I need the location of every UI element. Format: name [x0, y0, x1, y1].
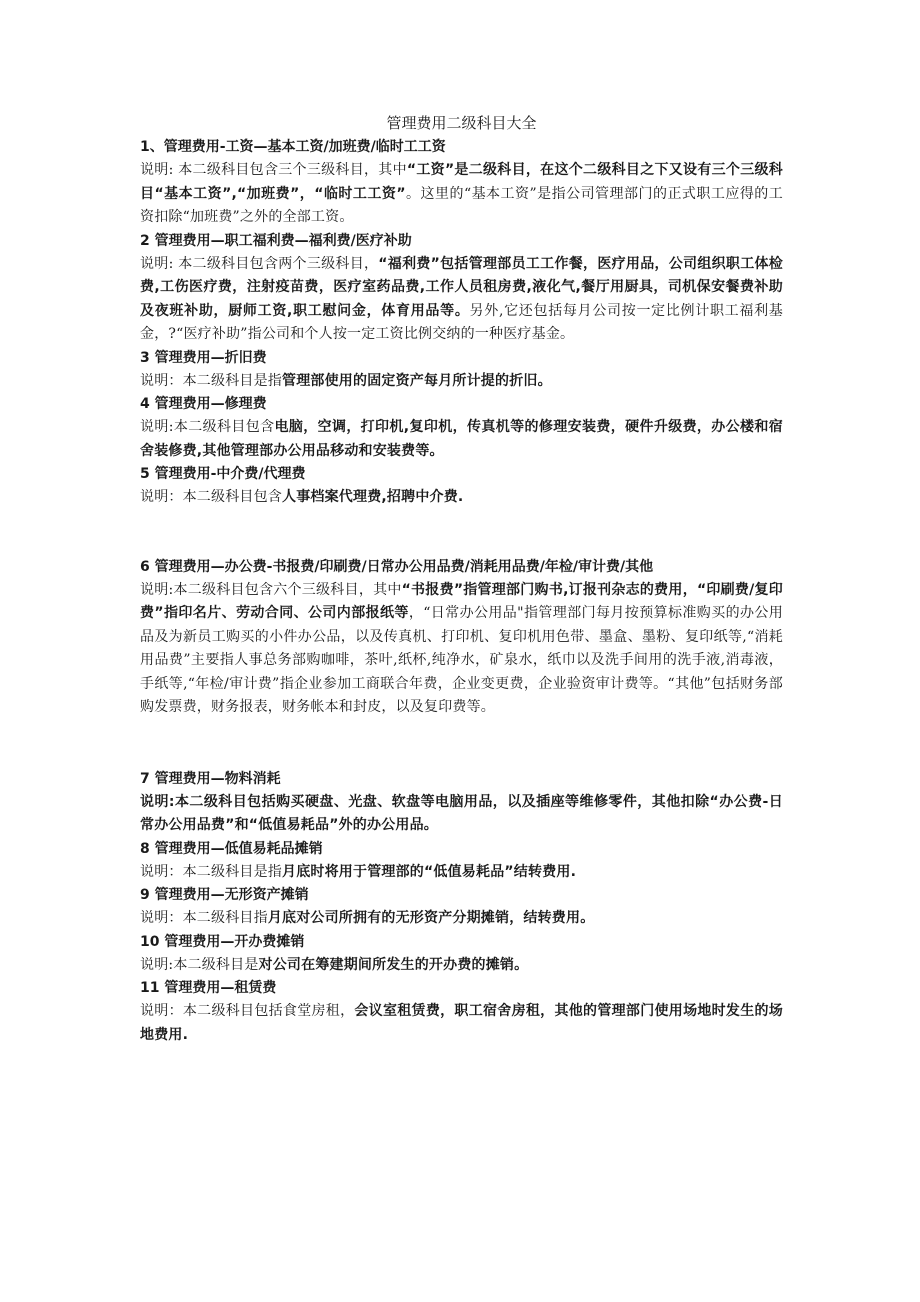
section-body-3 — [140, 370, 783, 394]
body-text: 说明：本二级科目包括食堂房租， — [140, 1003, 355, 1019]
section-heading-1: 1、管理费用-工资—基本工资/加班费/临时工工资 — [140, 139, 446, 155]
section-body-1 — [140, 159, 783, 230]
section-body-2 — [140, 253, 783, 347]
body-text-bold: 对公司在筹建期间所发生的开办费的摊销。 — [258, 956, 529, 973]
body-text-bold: 说明:本二级科目包括购买硬盘、光盘、软盘等电脑用品，以及插座等维修零件，其他扣除“办公费-日常办公用品费”和“低值易耗品”外的办公用品。 — [140, 793, 783, 833]
blank-space — [140, 510, 783, 556]
body-text-bold: 人事档案代理费,招聘中介费. — [282, 489, 464, 505]
section-heading-9: 9 管理费用—无形资产摊销 — [140, 887, 309, 903]
document-title: 管理费用二级科目大全 — [386, 114, 537, 132]
body-text-bold: 月底时将用于管理部的“低值易耗品”结转费用. — [282, 863, 577, 880]
section-heading-10: 10 管理费用—开办费摊销 — [140, 933, 305, 950]
section-body-6 — [140, 579, 783, 720]
section-heading-3: 3 管理费用—折旧费 — [140, 349, 267, 366]
section-body-8 — [140, 861, 783, 885]
body-text: 说明：本二级科目包含 — [140, 489, 282, 505]
section-heading-8: 8 管理费用—低值易耗品摊销 — [140, 840, 323, 857]
section-heading-7: 7 管理费用—物料消耗 — [140, 770, 281, 787]
section-body-9 — [140, 907, 783, 931]
body-text: 。这里的“基本工资”是指公司管理部门的正式职工应得的工资扣除“加班费”之外的全部工资。 — [140, 185, 783, 225]
body-text: 另外,它还包括每月公司按一定比例计职工福利基金，?“医疗补助”指公司和个人按一定工资比例交纳的一种医疗基金。 — [140, 302, 783, 342]
body-text: 说明:本二级科目是 — [140, 956, 259, 973]
body-text: 说明：本二级科目是指 — [140, 863, 282, 880]
section-body-5 — [140, 486, 783, 510]
blank-space — [140, 720, 783, 768]
section-heading-6: 6 管理费用—办公费-书报费/印刷费/日常办公用品费/消耗用品费/年检/审计费/其他 — [140, 558, 654, 575]
section-body-7 — [140, 791, 783, 838]
body-text: 说明: 本二级科目包含两个三级科目， — [140, 255, 379, 272]
body-text-bold: 电脑，空调，打印机,复印机，传真机等的修理安装费，硬件升级费，办公楼和宿舍装修费,其他管理部办公用品移动和安装费等。 — [140, 419, 783, 459]
section-body-4 — [140, 416, 783, 463]
body-text-bold: 会议室租赁费，职工宿舍房租，其他的管理部门使用场地时发生的场地费用. — [140, 1003, 784, 1043]
section-body-10 — [140, 954, 783, 978]
body-text: 说明：本二级科目是指 — [140, 372, 282, 389]
section-heading-2: 2 管理费用—职工福利费—福利费/医疗补助 — [140, 232, 412, 249]
body-text: 说明：本二级科目指 — [140, 910, 268, 926]
section-body-11 — [140, 1000, 783, 1047]
body-text: ，“日常办公用品"指管理部门每月按预算标准购买的办公用品及为新员工购买的小件办公品，以及传真机、打印机、复印机用色带、墨盒、墨粉、复印纸等,“消耗用品费”主要指人事总务部购咖啡，茶叶,纸杯,纯净水，矿泉水，纸巾以及洗手间用的洗手液,消毒液，手纸等,“年检/审计费”指企业参加工商联合年费，企业变更费，企业验资审计费等。“其他”包括财务部购发票费，财务报表，财务帐本和封皮，以及复印费等。 — [140, 605, 784, 715]
section-heading-5: 5 管理费用-中介费/代理费 — [140, 466, 306, 482]
body-text-bold: 月底对公司所拥有的无形资产分期摊销，结转费用。 — [267, 910, 595, 926]
section-heading-11: 11 管理费用—租赁费 — [140, 980, 277, 996]
body-text-bold: “福利费”包括管理部员工工作餐，医疗用品，公司组织职工体检费,工伤医疗费，注射疫苗费，医疗室药品费,工作人员租房费,液化气,餐厅用厨具，司机保安餐费补助及夜班补助，厨师工资,职工慰问金，体育用品等。 — [140, 255, 783, 319]
section-heading-4: 4 管理费用—修理费 — [140, 396, 267, 412]
body-text-bold: “书报费”指管理部门购书,订报刊杂志的费用，“印刷费/复印费”指印名片、劳动合同、公司内部报纸等 — [140, 581, 784, 621]
body-text-bold: 管理部使用的固定资产每月所计提的折旧。 — [282, 372, 552, 389]
body-text: 说明:本二级科目包含 — [140, 419, 275, 435]
body-text: 说明: 本二级科目包含三个三级科目，其中 — [140, 162, 407, 178]
body-text: 说明:本二级科目包含六个三级科目，其中 — [140, 581, 402, 598]
body-text-bold: “工资”是二级科目，在这个二级科目之下又设有三个三级科目“基本工资”,“加班费”，“临时工工资” — [140, 162, 783, 202]
document-content — [140, 112, 783, 1047]
